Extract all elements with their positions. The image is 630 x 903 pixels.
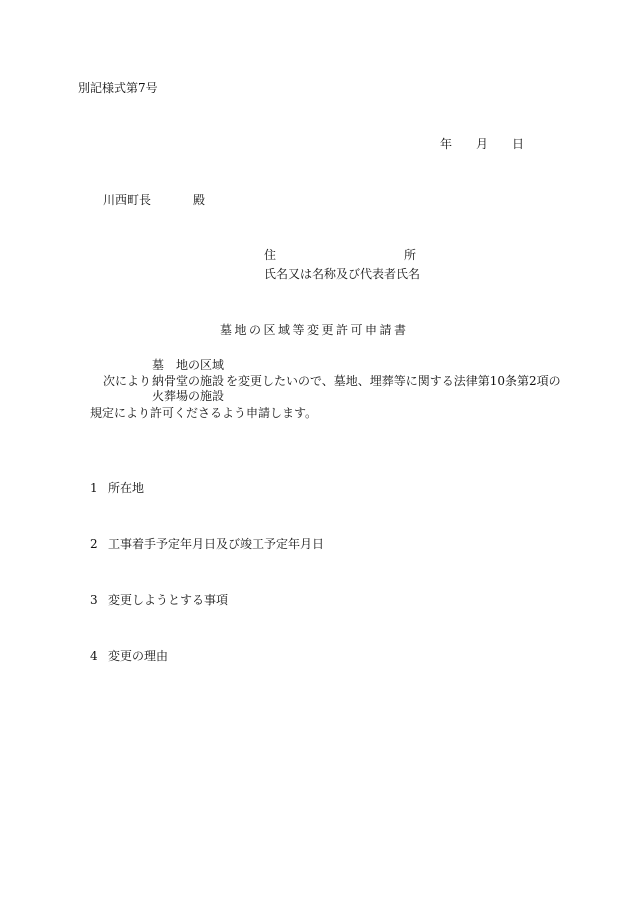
body-line1-text: を変更したいので、墓地、埋葬等に関する法律第10条第2項の (226, 374, 561, 388)
item-label: 変更しようとする事項 (108, 593, 229, 607)
body-lead-text: 次により (103, 374, 152, 388)
item-number: 3 (90, 593, 98, 607)
body-line2-text: 規定により許可くださるよう申請します。 (90, 406, 318, 420)
date-year-label: 年 (440, 137, 453, 151)
option-cemetery-area: 墓 地の区域 (152, 358, 225, 372)
address-label-second-char: 所 (404, 248, 417, 262)
item-label: 所在地 (108, 481, 145, 495)
address-label-first-char: 住 (264, 248, 277, 262)
list-item (90, 481, 144, 495)
applicant-name-label: 氏名又は名称及び代表者氏名 (264, 267, 421, 281)
date-day-label: 日 (512, 137, 525, 151)
addressee-honorific: 殿 (193, 193, 206, 207)
addressee-name: 川西町長 (103, 193, 152, 207)
document-title: 墓地の区域等変更許可申請書 (220, 323, 409, 337)
item-number: 4 (90, 649, 98, 663)
item-number: 1 (90, 481, 98, 495)
option-crematorium-facility: 火葬場の施設 (152, 389, 225, 403)
item-label: 変更の理由 (108, 649, 169, 663)
list-item (90, 649, 168, 663)
date-month-label: 月 (476, 137, 489, 151)
option-ossuary-facility: 納骨堂の施設 (152, 374, 225, 388)
form-number: 別記様式第7号 (78, 81, 158, 95)
list-item (90, 593, 228, 607)
list-item (90, 537, 324, 551)
item-label: 工事着手予定年月日及び竣工予定年月日 (108, 537, 325, 551)
item-number: 2 (90, 537, 98, 551)
